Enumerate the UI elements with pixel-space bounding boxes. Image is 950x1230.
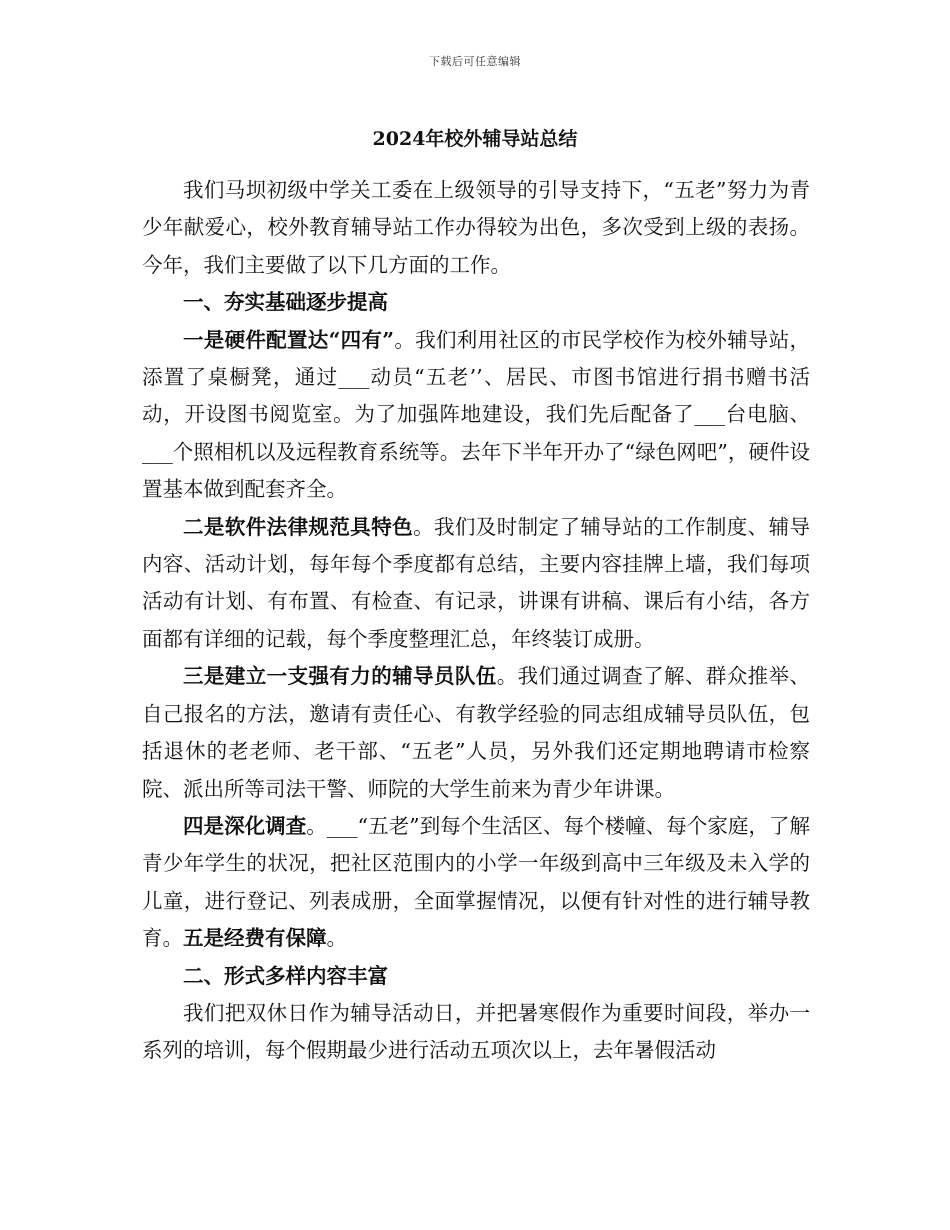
- section-heading-2: 二、形式多样内容丰富: [183, 963, 388, 988]
- paragraph-lead: 四是深化调查: [183, 813, 307, 838]
- page-header-note: 下载后可任意编辑: [429, 55, 521, 68]
- paragraph-lead: 一是硬件配置达“四有”: [183, 327, 395, 352]
- document-body: [142, 172, 810, 1070]
- paragraph-team: [142, 658, 810, 808]
- paragraph-text: 。我们通过调查了解、群众推举、自己报名的方法，邀请有责任心、有教学经验的同志组成辅导员队伍，包括退休的老老师、老干部、“五老”人员，另外我们还定期地聘请市检察院、派出所等司法干警、师院的大学生前来为青少年讲课。: [142, 664, 811, 801]
- paragraph-lead: 三是建立一支强有力的辅导员队伍: [183, 664, 497, 689]
- paragraph-lead: 五是经费有保障: [183, 926, 327, 951]
- paragraph-hardware: [142, 322, 810, 509]
- paragraph-activities: 我们把双休日作为辅导活动日，并把暑寒假作为重要时间段，举办一系列的培训，每个假期最少进行活动五项次以上，去年暑假活动: [142, 1000, 810, 1063]
- paragraph-text: 。我们及时制定了辅导站的工作制度、辅导内容、活动计划，每年每个季度都有总结，主要内容挂牌上墙，我们每项活动有计划、有布置、有检查、有记录，讲课有讲稿、课后有小结，各方面都有详细的记载，每个季度整理汇总，年终装订成册。: [142, 514, 811, 651]
- paragraph-software: [142, 509, 810, 659]
- intro-paragraph: 我们马坝初级中学关工委在上级领导的引导支持下，“五老”努力为青少年献爱心，校外教育辅导站工作办得较为出色，多次受到上级的表扬。今年，我们主要做了以下几方面的工作。: [142, 178, 810, 277]
- section-heading-1: 一、夯实基础逐步提高: [183, 290, 388, 315]
- document-title: 2024年校外辅导站总结: [372, 128, 578, 150]
- paragraph-survey: [142, 808, 810, 958]
- paragraph-text: 。: [326, 926, 347, 951]
- paragraph-text: 。我们利用社区的市民学校作为校外辅导站，添置了桌橱凳，通过___动员“五老’’、居民、市图书馆进行捐书赠书活动，开设图书阅览室。为了加强阵地建设，我们先后配备了___台电脑、___个照相机以及远程教育系统等。去年下半年开办了“绿色网吧”，硬件设置基本做到配套齐全。: [142, 327, 810, 502]
- paragraph-text: 。___“五老”到每个生活区、每个楼幢、每个家庭，了解青少年学生的状况，把社区范围内的小学一年级到高中三年级及未入学的儿童，进行登记、列表成册，全面掌握情况，以便有针对性的进行辅导教育。: [142, 813, 810, 951]
- paragraph-lead: 二是软件法律规范具特色: [183, 514, 414, 539]
